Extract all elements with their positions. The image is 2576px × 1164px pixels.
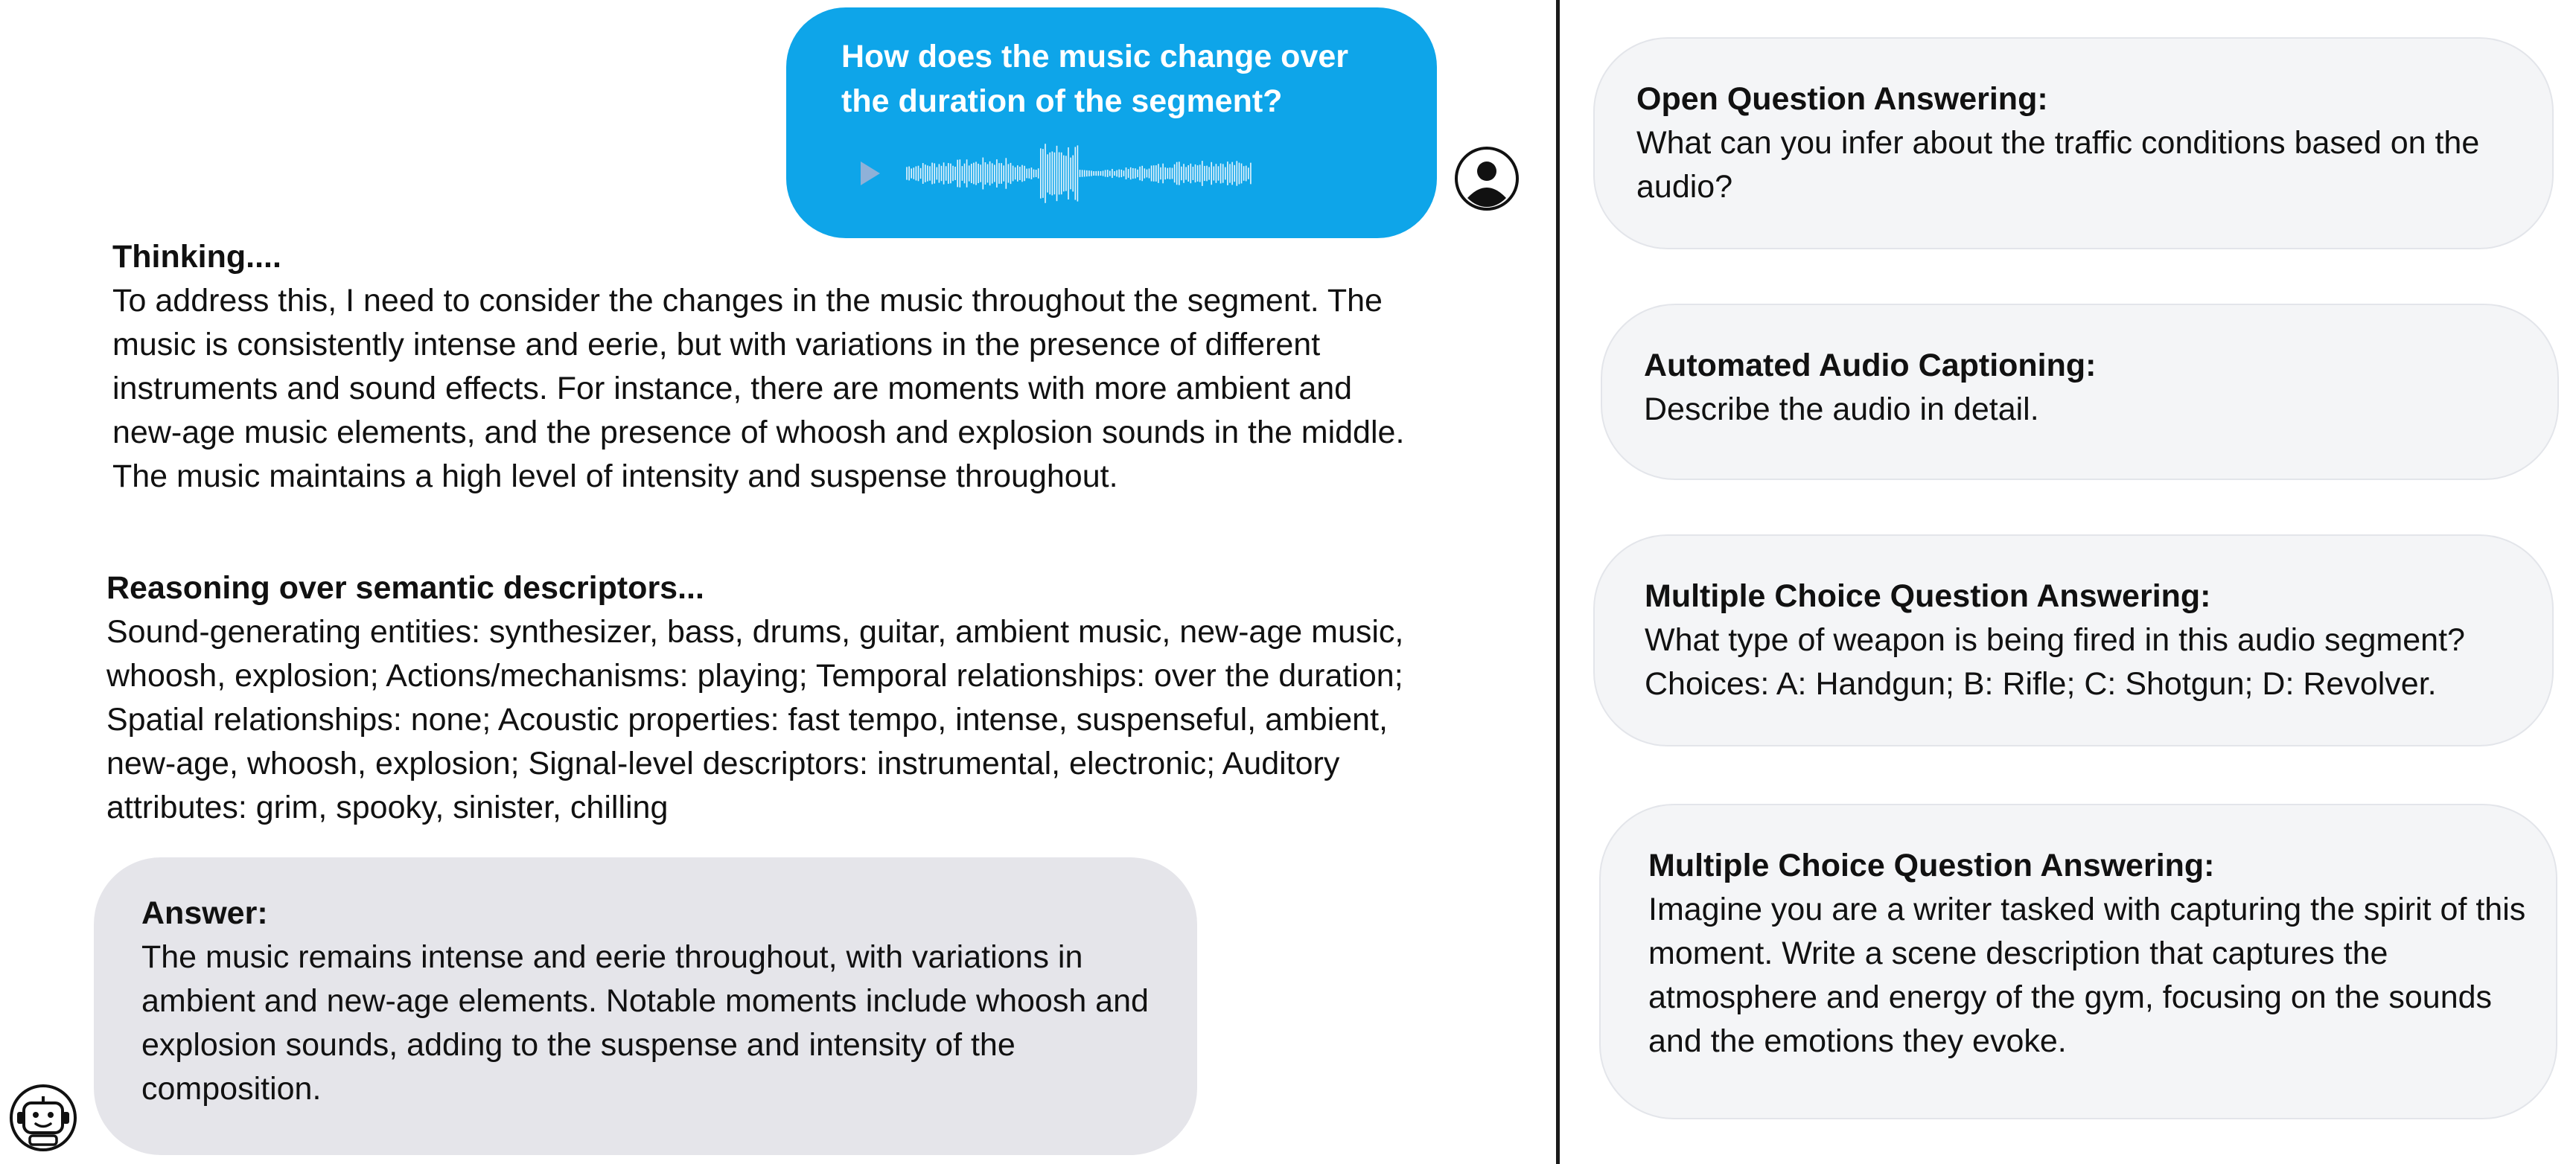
task-card-title: Multiple Choice Question Answering: [1645,578,2211,614]
reasoning-text: Sound-generating entities: synthesizer, bass, drums, guitar, ambient music, new-age music, whoosh, explosion; Actions/mechanisms: playing; Temporal relationships: over the duration; Spatial relationships: none; Acoustic properties: fast tempo, intense, suspenseful, ambient, new-age, whoosh, explosion; Signal-level descriptors: instrumental, electronic; Auditory attributes: grim, spooky, sinister, chilling [106,614,1404,825]
task-card-open-qa [1593,37,2554,249]
task-card-text: Imagine you are a writer tasked with capturing the spirit of this moment. Write a scene description that captures the atmosphere and energy of the gym, focusing on the sounds and the emotions they evoke. [1648,892,2526,1059]
task-card-audio-captioning [1601,304,2559,480]
answer-bubble [94,857,1197,1155]
task-card-mcqa-writing [1599,804,2557,1119]
thinking-title: Thinking.... [112,239,281,275]
task-card-title: Open Question Answering: [1636,81,2048,117]
user-question-text: How does the music change over the duration of the segment? [841,39,1349,119]
waveform-icon [905,136,1255,211]
user-avatar-icon [1454,146,1520,211]
thinking-section [112,235,1423,499]
thinking-text: To address this, I need to consider the changes in the music throughout the segment. The music is consistently intense and eerie, but with variations in the presence of different instruments and sound effects. For instance, there are moments with more ambient and new-age music elements, and the presence of whoosh and explosion sounds in the middle. The music maintains a high level of intensity and suspense throughout. [112,283,1405,494]
audio-clip [841,132,1395,214]
reasoning-section [106,566,1417,830]
user-message-bubble [786,7,1437,238]
panel-divider [1556,0,1560,1164]
task-card-text: Describe the audio in detail. [1644,391,2039,427]
play-icon[interactable] [850,155,887,192]
reasoning-title: Reasoning over semantic descriptors... [106,570,704,606]
task-card-text: What type of weapon is being fired in this audio segment? Choices: A: Handgun; B: Rifle; C: Shotgun; D: Revolver. [1645,622,2465,702]
task-card-mcqa [1593,534,2554,746]
task-card-text: What can you infer about the traffic conditions based on the audio? [1636,125,2480,205]
answer-text: The music remains intense and eerie throughout, with variations in ambient and new-age elements. Notable moments include whoosh and explosion sounds, adding to the suspense and intensity of the composition. [141,939,1149,1107]
answer-title: Answer: [141,895,268,931]
task-card-title: Multiple Choice Question Answering: [1648,848,2215,883]
robot-avatar-icon [9,1084,77,1152]
task-card-title: Automated Audio Captioning: [1644,348,2097,383]
